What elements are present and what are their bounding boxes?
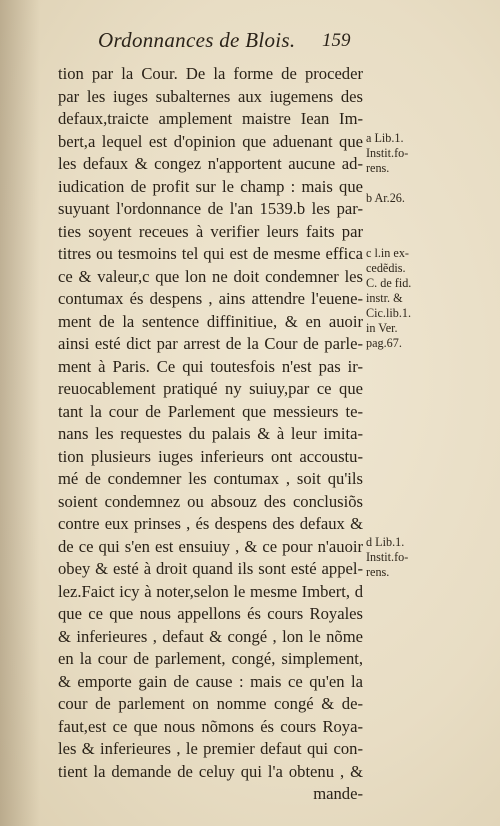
page-number: 159	[322, 30, 351, 51]
note-line: Cic.lib.1.	[366, 306, 412, 320]
note-line: Instit.fo-	[366, 550, 409, 564]
margin-note-a	[366, 131, 438, 176]
text-line: ment de la sentence diffinitiue, & en auoir	[58, 311, 363, 331]
text-line: defaux,traicte amplement maistre Iean Im-	[58, 109, 363, 128]
note-line: Instit.fo-	[366, 146, 409, 160]
text-line: ce & valeur,c que lon ne doit condemner les	[58, 266, 363, 286]
text-line: bert,a lequel est d'opinion que aduenant que	[58, 131, 363, 151]
note-line: rens.	[366, 161, 390, 175]
text-line: les & inferieures , le premier defaut qui con-	[58, 739, 363, 758]
note-line: pag.67.	[366, 336, 402, 350]
running-head: Ordonnances de Blois.	[98, 28, 296, 52]
catchword: mande-	[313, 784, 363, 803]
text-line: mé de condemner les contumax , soit qu'ils	[58, 469, 363, 488]
text-line: par les iuges subalternes aux iugemens des	[58, 86, 363, 106]
text-line: lez.Faict icy à noter,selon le mesme Imbert, d	[58, 581, 363, 601]
note-line: in Ver.	[366, 321, 398, 335]
text-line: contre eux prinses , és despens des defaux &	[58, 514, 363, 533]
text-line: nans les requestes du palais & à leur imita-	[58, 424, 363, 443]
note-line: C. de fid.	[366, 276, 412, 290]
text-line: cour de parlement on nomme congé & de-	[58, 694, 363, 713]
gutter-shadow	[0, 0, 40, 826]
note-line: b Ar.26.	[366, 191, 405, 205]
text-line: tion par la Cour. De la forme de proceder	[58, 64, 363, 83]
margin-note-b	[366, 191, 438, 206]
note-line: cedẽdis.	[366, 261, 406, 275]
text-line: ties soyent receues à verifier leurs faits par	[58, 221, 363, 241]
text-line: les defaux & congez n'apportent aucune ad-	[58, 154, 363, 173]
text-line: tant la cour de Parlement que messieurs te-	[58, 401, 363, 421]
text-line: & inferieures , defaut & congé , lon le nõme	[58, 626, 363, 646]
text-line: suyuant l'ordonnance de l'an 1539.b les par-	[58, 199, 363, 218]
text-line: & emporte gain de cause : mais ce qu'en la	[58, 671, 363, 691]
body-text-column	[58, 63, 363, 806]
text-line: tion plusieurs iuges inferieurs ont accoustu-	[58, 446, 363, 466]
margin-note-d	[366, 535, 438, 580]
text-line: faut,est ce que nous nõmons és cours Roya-	[58, 716, 363, 736]
text-line: soient condemnez ou absouz des conclusiõs	[58, 491, 363, 511]
text-line: en la cour de parlement, congé, simplement,	[58, 649, 363, 668]
note-line: a Lib.1.	[366, 131, 404, 145]
text-line: de ce qui s'en est ensuiuy , & ce pour n'auoir	[58, 536, 363, 556]
note-line: instr. &	[366, 291, 403, 305]
text-line: ment à Paris. Ce qui toutesfois n'est pas ir-	[58, 356, 363, 376]
text-line: contumax és despens , ains attendre l'euene-	[58, 289, 363, 308]
margin-note-c	[366, 246, 438, 351]
text-line: titres ou tesmoins tel qui est de mesme effica	[58, 244, 363, 263]
text-line: ainsi esté dict par arrest de la Cour de parle-	[58, 334, 363, 353]
note-line: d Lib.1.	[366, 535, 405, 549]
note-line: c l.in ex-	[366, 246, 409, 260]
text-line: reuocablement pratiqué ny suiuy,par ce que	[58, 379, 363, 398]
text-line: iudication de profit sur le champ : mais que	[58, 176, 363, 196]
text-line: tient la demande de celuy qui l'a obtenu , &	[58, 761, 363, 781]
text-line: que ce que nous appellons és cours Royales	[58, 604, 363, 623]
note-line: rens.	[366, 565, 390, 579]
text-line: obey & esté à droit quand ils sont esté appel-	[58, 559, 363, 578]
